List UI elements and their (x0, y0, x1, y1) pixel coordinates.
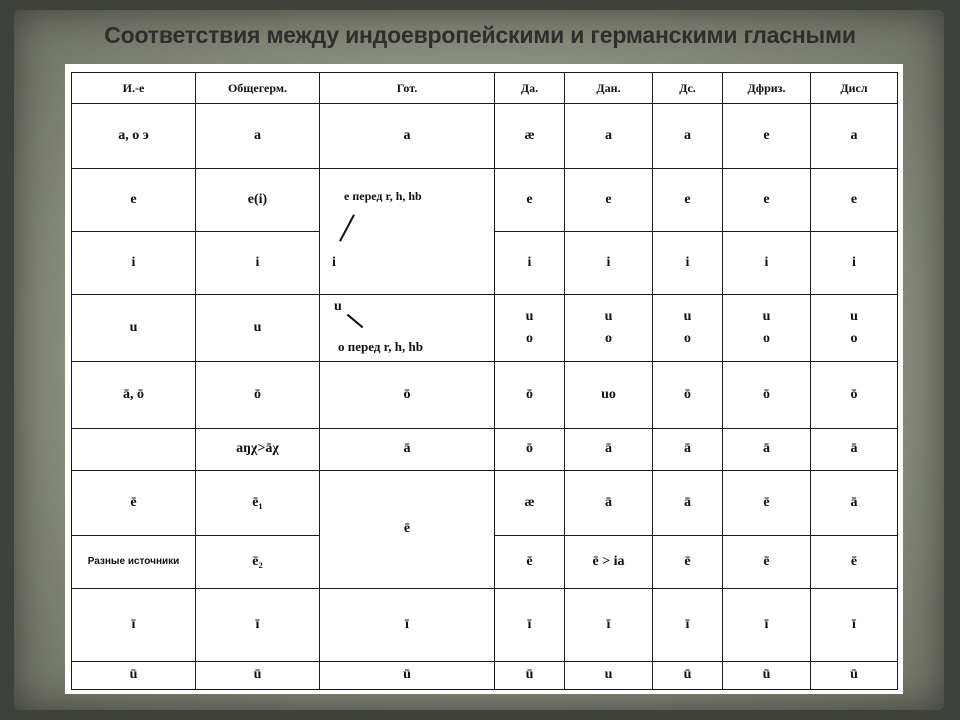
cell-ie: ī (72, 588, 196, 661)
cell-pg: ē₁ (196, 471, 320, 536)
cell-ie: u (72, 294, 196, 361)
cell-ie (72, 428, 196, 471)
cell-os: ī (653, 588, 723, 661)
cell-on: ē (811, 535, 898, 588)
table-row (72, 361, 898, 428)
ohg-u: u (604, 308, 613, 324)
cell-oe: ō (495, 428, 565, 471)
cell-on: ā (811, 471, 898, 536)
cell-ohg: u (565, 661, 653, 689)
table-row (72, 169, 898, 232)
os-u: u (683, 308, 692, 324)
cell-ohg: i (565, 232, 653, 295)
cell-pg: i (196, 232, 320, 295)
cell-os: ā (653, 471, 723, 536)
cell-ohg: ē > ia (565, 535, 653, 588)
cell-os (653, 294, 723, 361)
cell-pg: ē₂ (196, 535, 320, 588)
cell-ohg: uo (565, 361, 653, 428)
cell-oe: ū (495, 661, 565, 689)
cell-os: ō (653, 361, 723, 428)
cell-on: ā (811, 428, 898, 471)
cell-got: a (320, 104, 495, 169)
cell-ohg: ī (565, 588, 653, 661)
header-got: Гот. (320, 73, 495, 104)
cell-ie: ā, ō (72, 361, 196, 428)
oe-u: u (525, 308, 534, 324)
cell-ofris: ī (723, 588, 811, 661)
header-oe: Да. (495, 73, 565, 104)
ofris-o: o (763, 330, 770, 346)
cell-oe: i (495, 232, 565, 295)
table-row (72, 588, 898, 661)
table-row (72, 661, 898, 689)
gothic-u: u (334, 298, 342, 314)
cell-ohg: ā (565, 471, 653, 536)
cell-pg: ō (196, 361, 320, 428)
cell-os: ū (653, 661, 723, 689)
header-ohg: Дан. (565, 73, 653, 104)
table-row (72, 104, 898, 169)
cell-ohg: a (565, 104, 653, 169)
cell-oe: æ (495, 471, 565, 536)
cell-ofris (723, 294, 811, 361)
cell-got (320, 169, 495, 232)
header-ofris: Дфриз. (723, 73, 811, 104)
cell-ie: i (72, 232, 196, 295)
cell-got: ā (320, 428, 495, 471)
cell-pg: u (196, 294, 320, 361)
cell-oe: ō (495, 361, 565, 428)
cell-oe: ī (495, 588, 565, 661)
cell-on (811, 294, 898, 361)
cell-pg: ū (196, 661, 320, 689)
cell-got: i (320, 232, 495, 295)
cell-os: i (653, 232, 723, 295)
cell-oe: æ (495, 104, 565, 169)
table-row (72, 471, 898, 536)
cell-on: ī (811, 588, 898, 661)
ohg-o: o (605, 330, 612, 346)
slide-title: Соответствия между индоевропейскими и германскими гласными (104, 22, 856, 48)
cell-ofris: i (723, 232, 811, 295)
gothic-o-note: o перед r, h, hb (338, 338, 423, 354)
cell-got: ī (320, 588, 495, 661)
cell-oe (495, 294, 565, 361)
cell-ofris: ā (723, 428, 811, 471)
cell-ofris: ē (723, 535, 811, 588)
cell-on: ō (811, 361, 898, 428)
on-o: o (850, 330, 858, 346)
gothic-e-note: e перед r, h, hb (344, 189, 422, 204)
cell-oe: ē (495, 535, 565, 588)
cell-on: i (811, 232, 898, 295)
cell-got: ū (320, 661, 495, 689)
cell-os: ā (653, 428, 723, 471)
cell-os: a (653, 104, 723, 169)
cell-ie: e (72, 169, 196, 232)
on-u: u (850, 308, 858, 324)
cell-pg: a (196, 104, 320, 169)
os-o: o (684, 330, 691, 346)
header-ie: И.-е (72, 73, 196, 104)
cell-on: e (811, 169, 898, 232)
cell-on: ū (811, 661, 898, 689)
cell-pg: aŋχ>āχ (196, 428, 320, 471)
header-pg: Общегерм. (196, 73, 320, 104)
cell-ie: a, o э (72, 104, 196, 169)
cell-got (320, 294, 495, 361)
cell-ofris: ō (723, 361, 811, 428)
cell-ofris: ū (723, 661, 811, 689)
header-on: Дисл (811, 73, 898, 104)
cell-ofris: ē (723, 471, 811, 536)
oe-o: o (526, 330, 533, 346)
cell-got: ō (320, 361, 495, 428)
cell-os: e (653, 169, 723, 232)
header-os: Дс. (653, 73, 723, 104)
cell-ie: Разные источники (72, 535, 196, 588)
cell-got: ē (320, 471, 495, 589)
ofris-u: u (762, 308, 771, 324)
cell-oe: e (495, 169, 565, 232)
cell-ofris: e (723, 104, 811, 169)
arrow-line (347, 314, 364, 328)
cell-os: ē (653, 535, 723, 588)
vowel-correspondence-table (71, 72, 898, 690)
cell-pg: ī (196, 588, 320, 661)
cell-ohg: e (565, 169, 653, 232)
cell-on: a (811, 104, 898, 169)
table-header-row (72, 73, 898, 104)
cell-ofris: e (723, 169, 811, 232)
cell-pg: e(i) (196, 169, 320, 232)
cell-ohg: ā (565, 428, 653, 471)
table-row (72, 232, 898, 295)
cell-ie: ē (72, 471, 196, 536)
table-sheet (65, 64, 903, 694)
cell-ohg (565, 294, 653, 361)
table-row (72, 428, 898, 471)
cell-ie: ū (72, 661, 196, 689)
table-row (72, 294, 898, 361)
